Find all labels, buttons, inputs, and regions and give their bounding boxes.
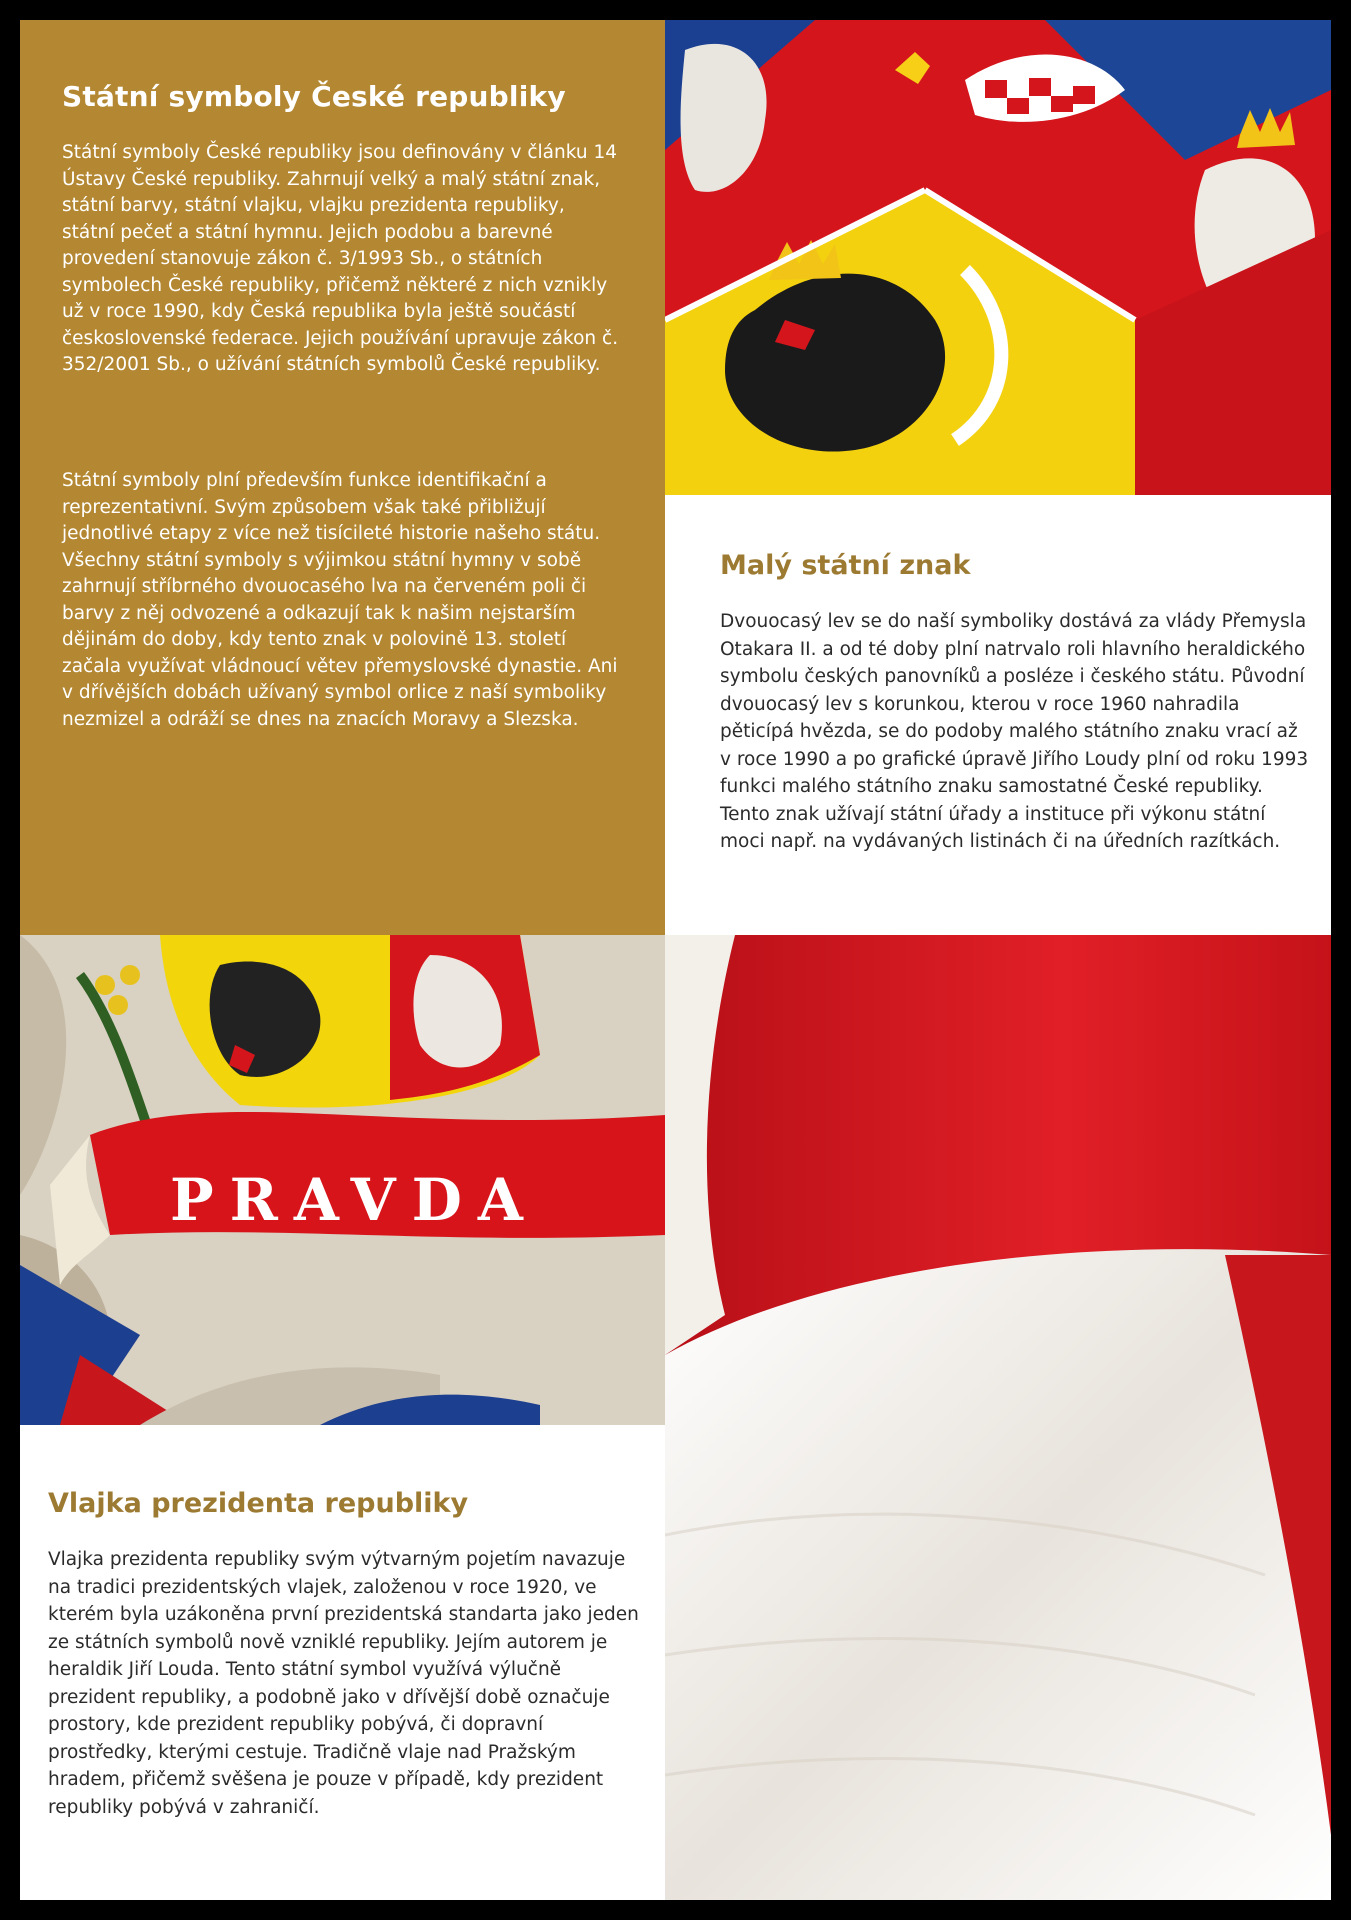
presidential-flag-photo	[20, 935, 665, 1425]
flag-fabric-illustration	[665, 935, 1331, 1900]
intro-title: Státní symboly České republiky	[62, 80, 566, 113]
maly-znak-title: Malý státní znak	[720, 550, 971, 581]
intro-paragraph-2: Státní symboly plní především funkce identifikační a reprezentativní. Svým způsobem však také přibližují jednotlivé etapy z více než tisícileté historie našeho státu. Všechny státní symboly s výjimkou státní hymny v sobě zahrnují stříbrného dvouocasého lva na červeném poli či barvy z něj odvozené a odkazují tak k našim nejstarším dějinám do doby, kdy tento znak v polovině 13. století začala využívat vládnoucí větev přemyslovské dynastie. Ani v dřívějších dobách užívaný symbol orlice z naší symboliky nezmizel a odráží se dnes na znacích Moravy a Slezska.	[62, 470, 618, 730]
intro-panel	[20, 20, 665, 935]
page	[20, 20, 1331, 1900]
presidential-flag-illustration	[20, 935, 665, 1425]
vlajka-title: Vlajka prezidenta republiky	[48, 1488, 469, 1519]
flag-fabric-photo	[665, 935, 1331, 1900]
coat-of-arms-illustration	[665, 20, 1331, 495]
white-stripe	[665, 1249, 1331, 1900]
maly-znak-text: Dvouocasý lev se do naší symboliky dostává za vlády Přemysla Otakara II. a od té doby plní natrvalo roli hlavního heraldického symbolu českých panovníků a posléze i českého státu. Původní dvouocasý lev s korunkou, kterou v roce 1960 nahradila pěticípá hvězda, se do podoby malého státního znaku vrací až v roce 1990 a po grafické úpravě Jiřího Loudy plní od roku 1993 funkci malého státního znaku samostatné České republiky. Tento znak užívají státní úřady a instituce při výkonu státní moci např. na vydávaných listinách či na úředních razítkách.	[720, 611, 1309, 852]
coat-of-arms-photo	[665, 20, 1331, 495]
intro-paragraph-1: Státní symboly České republiky jsou definovány v článku 14 Ústavy České republiky. Zahrnují velký a malý státní znak, státní barvy, státní vlajku, vlajku prezidenta republiky, státní pečeť a státní hymnu. Jejich podobu a barevné provedení stanovuje zákon č. 3/1993 Sb., o státních symbolech České republiky, přičemž některé z nich vznikly už v roce 1990, kdy Česká republika byla ještě součástí československé federace. Jejich používání upravuje zákon č. 352/2001 Sb., o užívání státních symbolů České republiky.	[62, 142, 619, 375]
banner-motto: PRAVDA	[170, 1166, 539, 1234]
vlajka-text: Vlajka prezidenta republiky svým výtvarným pojetím navazuje na tradici prezidentských vlajek, založenou v roce 1920, ve kterém byla uzákoněna první prezidentská standarta jako jeden ze státních symbolů nově vzniklé republiky. Jejím autorem je heraldik Jiří Louda. Tento státní symbol využívá výlučně prezident republiky, a podobně jako v dřívější době označuje prostory, kde prezident republiky pobývá, či dopravní prostředky, kterými cestuje. Tradičně vlaje nad Pražským hradem, přičemž svěšena je pouze v případě, kdy prezident republiky pobývá v zahraničí.	[48, 1549, 639, 1818]
